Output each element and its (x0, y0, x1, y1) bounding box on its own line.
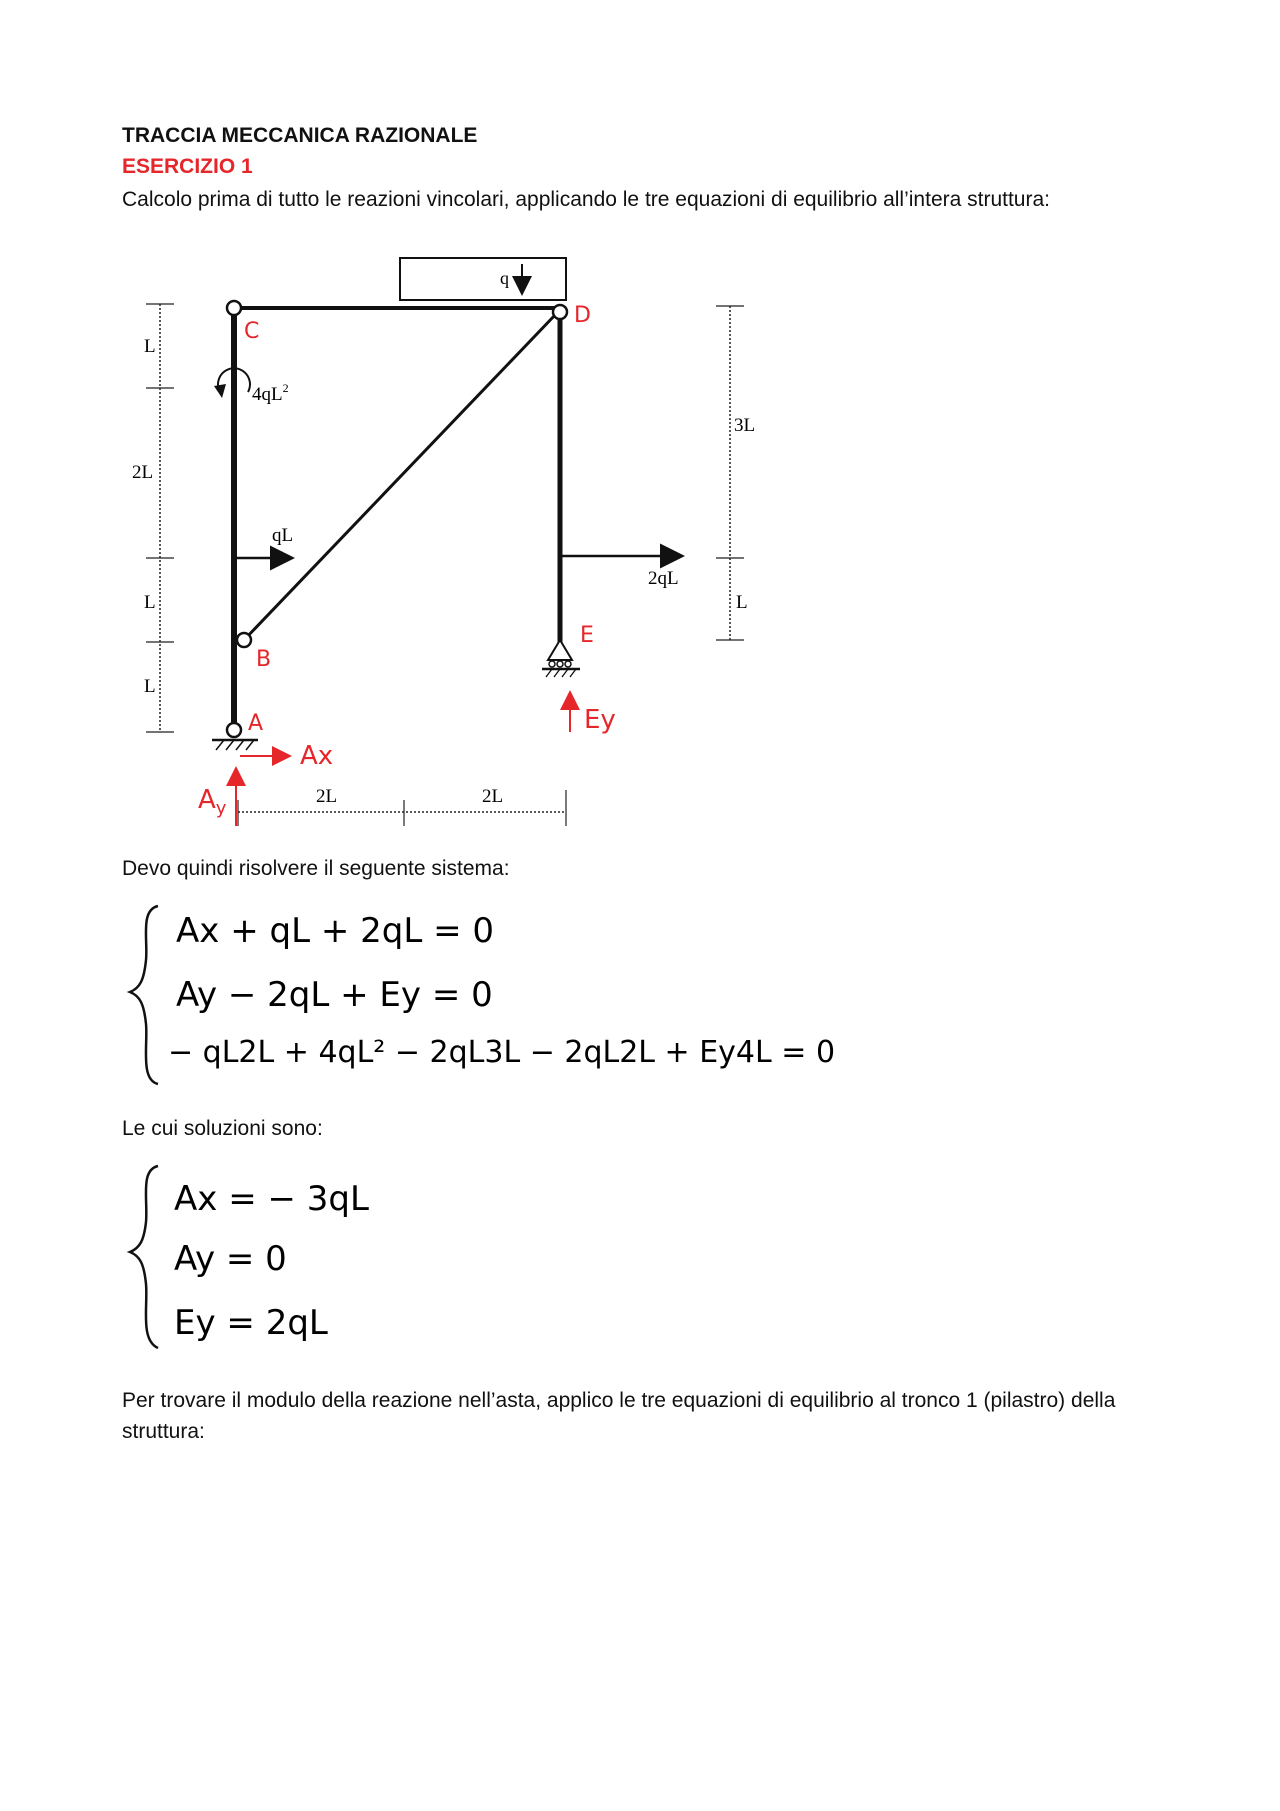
next-step-paragraph: Per trovare il modulo della reazione nell’asta, applico le tre equazioni di equilibrio al tronco 1 (pilastro) della struttura: (122, 1389, 1116, 1443)
dim-right-1: 3L (734, 415, 756, 436)
solution-Ax: Ax = − 3qL (174, 1179, 369, 1219)
reaction-Ey-label: Ey (584, 705, 616, 735)
force-2qL-label: 2qL (648, 568, 679, 589)
system-intro-paragraph: Devo quindi risolvere il seguente sistema: (122, 857, 510, 880)
dim-left-3: L (144, 592, 156, 613)
node-label-D: D (574, 303, 591, 328)
force-qL-label: qL (272, 525, 294, 546)
dim-bottom-2: 2L (482, 786, 504, 807)
solutions-brace (130, 1166, 158, 1348)
moment-label: $4qL^2$ (252, 381, 289, 405)
exercise-heading: ESERCIZIO 1 (122, 155, 253, 178)
load-q-label: q (500, 268, 509, 288)
solutions-intro-paragraph: Le cui soluzioni sono: (122, 1117, 323, 1140)
dim-left-2: 2L (132, 462, 154, 483)
node-label-B: B (256, 647, 272, 672)
dim-left-1: L (144, 336, 156, 357)
node-label-C: C (244, 319, 260, 344)
reaction-Ax-label: Ax (300, 741, 334, 771)
node-label-A: A (248, 711, 264, 736)
system-equation-1: Ax + qL + 2qL = 0 (176, 911, 495, 951)
dim-bottom-1: 2L (316, 786, 338, 807)
system-equation-2: Ay − 2qL + Ey = 0 (176, 975, 493, 1015)
solution-Ey: Ey = 2qL (174, 1303, 328, 1343)
dim-left-4: L (144, 676, 156, 697)
node-label-E: E (580, 623, 594, 648)
intro-paragraph: Calcolo prima di tutto le reazioni vincolari, applicando le tre equazioni di equilibrio all’intera struttura: (122, 188, 1050, 211)
dim-right-2: L (736, 592, 748, 613)
system-equation-3: − qL2L + 4qL² − 2qL3L − 2qL2L + Ey4L = 0 (168, 1035, 836, 1070)
reaction-Ay-label: $A_y$ (198, 785, 227, 819)
document-title: TRACCIA MECCANICA RAZIONALE (122, 124, 478, 147)
solution-Ay: Ay = 0 (174, 1239, 287, 1279)
